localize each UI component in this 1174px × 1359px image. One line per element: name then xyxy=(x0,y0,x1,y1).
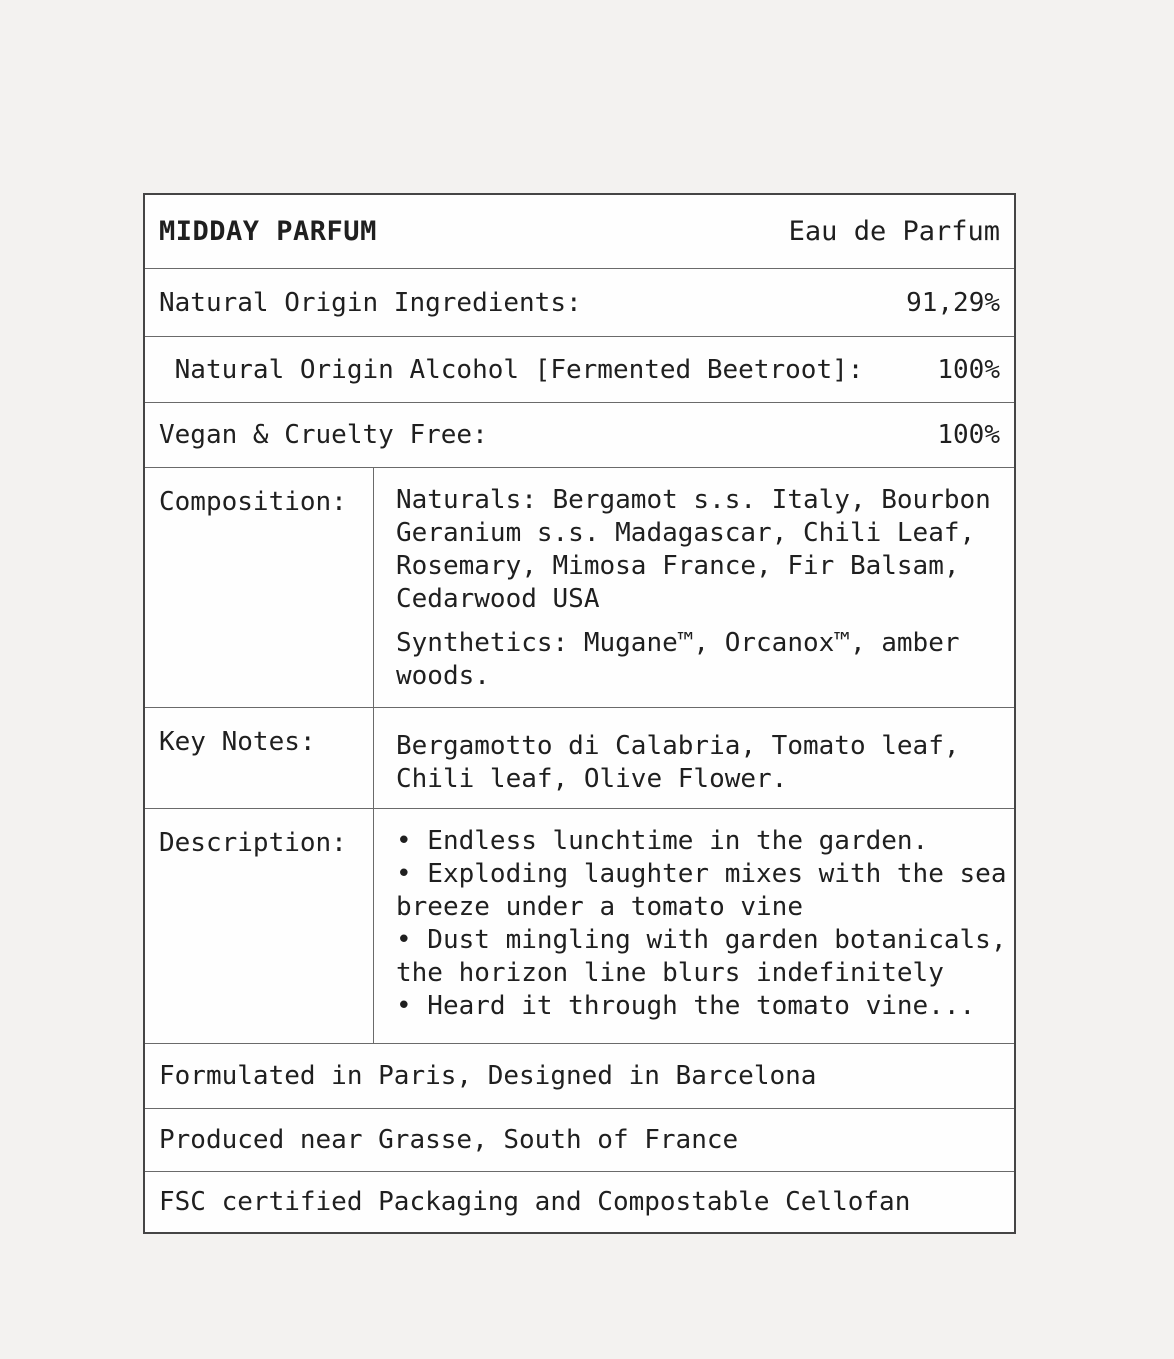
description-bullet: • Dust mingling with garden botanicals, the horizon line blurs indefinitely xyxy=(396,925,1007,988)
description-bullet: • Heard it through the tomato vine... xyxy=(396,991,976,1021)
row-natural-origin-alcohol xyxy=(145,336,1014,402)
key-notes-label: Key Notes: xyxy=(145,708,374,808)
composition-content xyxy=(374,468,1014,707)
description-bullet: • Endless lunchtime in the garden. xyxy=(396,826,929,856)
product-info-card xyxy=(143,193,1016,1234)
header-row xyxy=(145,195,1014,268)
row-fsc-packaging: FSC certified Packaging and Compostable Cellofan xyxy=(145,1171,1014,1232)
stat-label: Vegan & Cruelty Free: xyxy=(159,420,488,450)
row-natural-origin-ingredients xyxy=(145,268,1014,336)
product-title: MIDDAY PARFUM xyxy=(159,216,377,247)
row-produced: Produced near Grasse, South of France xyxy=(145,1108,1014,1171)
composition-label: Composition: xyxy=(145,468,374,707)
composition-naturals: Naturals: Bergamot s.s. Italy, Bourbon Geranium s.s. Madagascar, Chili Leaf, Rosemary, Mimosa France, Fir Balsam, Cedarwood USA xyxy=(396,485,991,614)
stat-value: 100% xyxy=(937,420,1000,450)
row-composition xyxy=(145,467,1014,707)
stat-label: Natural Origin Ingredients: xyxy=(159,287,582,318)
description-label: Description: xyxy=(145,809,374,1043)
product-type: Eau de Parfum xyxy=(788,216,1000,247)
row-vegan-cruelty-free xyxy=(145,402,1014,467)
stat-value: 91,29% xyxy=(906,287,1000,318)
key-notes-content: Bergamotto di Calabria, Tomato leaf, Chili leaf, Olive Flower. xyxy=(396,731,960,794)
composition-synthetics: Synthetics: Mugane™, Orcanox™, amber woods. xyxy=(396,628,960,691)
row-key-notes xyxy=(145,707,1014,808)
stat-label: Natural Origin Alcohol [Fermented Beetroot]: xyxy=(159,354,864,385)
description-content xyxy=(374,809,1014,1043)
row-formulated: Formulated in Paris, Designed in Barcelona xyxy=(145,1043,1014,1108)
row-description xyxy=(145,808,1014,1043)
description-bullet: • Exploding laughter mixes with the sea breeze under a tomato vine xyxy=(396,859,1007,922)
stat-value: 100% xyxy=(937,354,1000,385)
